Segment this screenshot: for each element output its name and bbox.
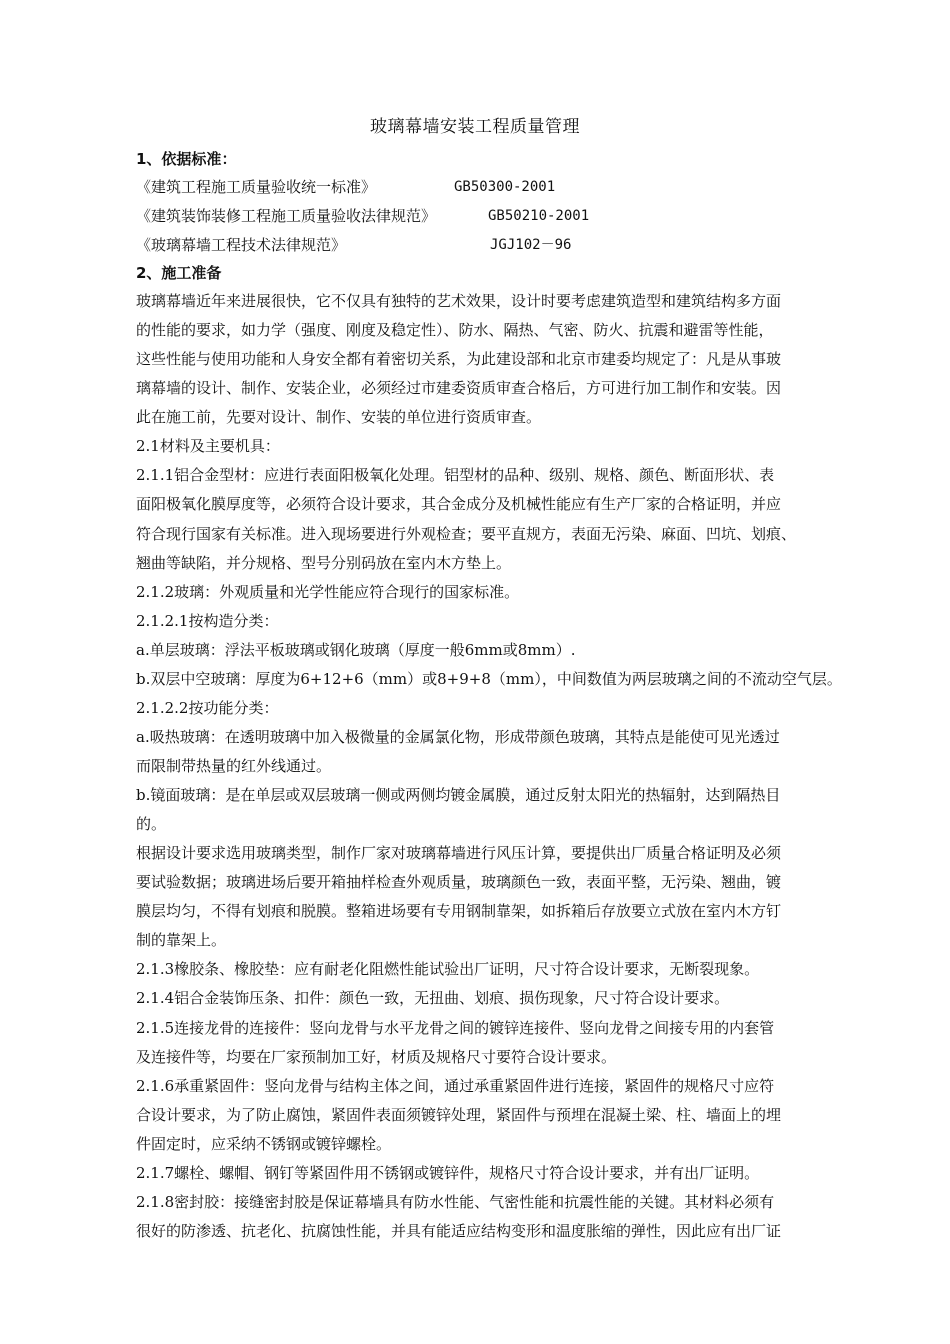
paragraph-line: 很好的防渗透、抗老化、抗腐蚀性能，并具有能适应结构变形和温度胀缩的弹性，因此应有出厂证 (136, 1221, 782, 1240)
paragraph-line: b.镜面玻璃：是在单层或双层玻璃一侧或两侧均镀金属膜，通过反射太阳光的热辐射，达到隔热目 (136, 786, 781, 804)
paragraph-line: a.吸热玻璃：在透明玻璃中加入极微量的金属氯化物，形成带颜色玻璃，其特点是能使可见光透过 (136, 727, 780, 746)
paragraph-line: 的性能的要求，如力学（强度、刚度及稳定性）、防水、隔热、气密、防火、抗震和避雷等性能， (136, 321, 774, 340)
standard-name: 《建筑装饰装修工程施工质量验收法律规范》 (136, 207, 437, 225)
standard-code: GB50210-2001 (488, 208, 590, 224)
standard-name: 《建筑工程施工质量验收统一标准》 (136, 178, 377, 196)
paragraph-line: 制的靠架上。 (136, 931, 227, 950)
paragraph-line: 2.1.7螺栓、螺帽、钢钉等紧固件用不锈钢或镀锌件，规格尺寸符合设计要求，并有出厂证明。 (136, 1163, 760, 1182)
section-heading-basis: 1、依据标准： (136, 150, 237, 168)
paragraph-line: 及连接件等，均要在厂家预制加工好，材质及规格尺寸要符合设计要求。 (136, 1047, 617, 1066)
paragraph-line: 翘曲等缺陷，并分规格、型号分别码放在室内木方垫上。 (136, 553, 512, 572)
paragraph-line: 符合现行国家有关标准。进入现场要进行外观检查；要平直规方，表面无污染、麻面、凹坑、划痕、 (136, 524, 797, 543)
standard-code: GB50300-2001 (454, 179, 556, 195)
paragraph-line: 2.1.3橡胶条、橡胶垫：应有耐老化阻燃性能试验出厂证明，尺寸符合设计要求，无断裂现象。 (136, 960, 760, 979)
paragraph-line: 的。 (136, 815, 167, 834)
paragraph-line: 2.1.6承重紧固件：竖向龙骨与结构主体之间，通过承重紧固件进行连接，紧固件的规格尺寸应符 (136, 1076, 775, 1095)
paragraph-line: 根据设计要求选用玻璃类型，制作厂家对玻璃幕墙进行风压计算，要提供出厂质量合格证明及必须 (136, 844, 782, 863)
paragraph-line: 而限制带热量的红外线通过。 (136, 757, 332, 775)
paragraph-line: 这些性能与使用功能和人身安全都有着密切关系，为此建设部和北京市建委均规定了：凡是从事玻 (136, 350, 782, 369)
document-title: 玻璃幕墙安装工程质量管理 (370, 117, 580, 137)
paragraph-line: 2.1.2.2按功能分类： (136, 698, 279, 717)
paragraph-line: b.双层中空玻璃：厚度为6+12+6（mm）或8+9+8（mm），中间数值为两层玻璃之间的不流动空气层。 (136, 669, 842, 688)
section-heading-preparation: 2、施工准备 (136, 264, 222, 282)
paragraph-line: 合设计要求，为了防止腐蚀，紧固件表面须镀锌处理，紧固件与预埋在混凝土梁、柱、墙面上的埋 (136, 1105, 782, 1124)
standard-code: JGJ102－96 (490, 237, 572, 253)
paragraph-line: 2.1.1铝合金型材：应进行表面阳极氧化处理。铝型材的品种、级别、规格、颜色、断面形状、表 (136, 466, 775, 485)
standard-name: 《玻璃幕墙工程技术法律规范》 (136, 236, 347, 254)
paragraph-line: 膜层均匀，不得有划痕和脱膜。整箱进场要有专用钢制靠架，如拆箱后存放要立式放在室内木方钉 (136, 902, 782, 921)
paragraph-line: 要试验数据；玻璃进场后要开箱抽样检查外观质量，玻璃颜色一致，表面平整，无污染、翘曲，镀 (136, 873, 782, 892)
paragraph-line: 2.1.2.1按构造分类： (136, 611, 279, 630)
paragraph-line: 玻璃幕墙近年来进展很快，它不仅具有独特的艺术效果，设计时要考虑建筑造型和建筑结构多方面 (136, 292, 782, 310)
paragraph-line: 面阳极氧化膜厚度等，必须符合设计要求，其合金成分及机械性能应有生产厂家的合格证明，并应 (136, 495, 782, 514)
paragraph-line: 2.1.8密封胶：接缝密封胶是保证幕墙具有防水性能、气密性能和抗震性能的关键。其材料必须有 (136, 1192, 775, 1211)
paragraph-line: a.单层玻璃：浮法平板玻璃或钢化玻璃（厚度一般6mm或8mm）. (136, 640, 576, 659)
paragraph-line: 件固定时，应采纳不锈钢或镀锌螺栓。 (136, 1134, 392, 1153)
paragraph-line: 2.1.2玻璃：外观质量和光学性能应符合现行的国家标准。 (136, 582, 520, 601)
paragraph-line: 2.1.4铝合金装饰压条、扣件：颜色一致，无扭曲、划痕、损伤现象，尺寸符合设计要求。 (136, 989, 730, 1008)
paragraph-line: 此在施工前，先要对设计、制作、安装的单位进行资质审查。 (136, 408, 542, 427)
paragraph-line: 2.1材料及主要机具： (136, 437, 280, 456)
paragraph-line: 璃幕墙的设计、制作、安装企业，必须经过市建委资质审查合格后，方可进行加工制作和安装。因 (136, 379, 782, 398)
paragraph-line: 2.1.5连接龙骨的连接件：竖向龙骨与水平龙骨之间的镀锌连接件、竖向龙骨之间接专用的内套管 (136, 1018, 775, 1037)
